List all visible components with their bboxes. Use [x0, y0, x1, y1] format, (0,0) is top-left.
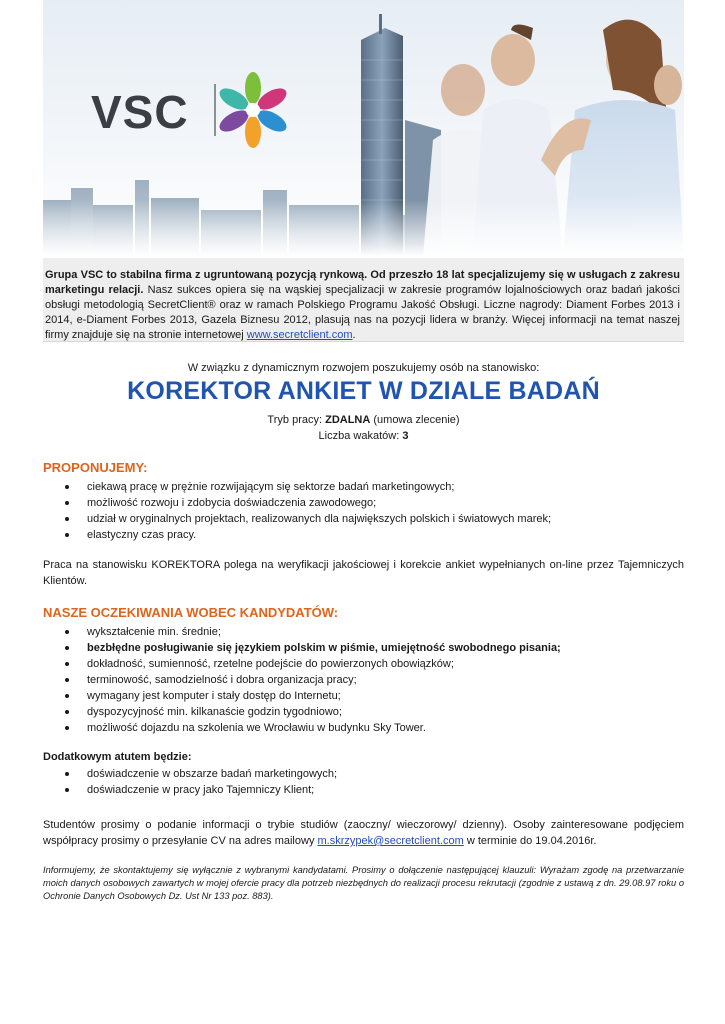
banner-illustration — [43, 0, 684, 256]
intro-text: Nasz sukces opiera się na wąskiej specjalizacji w zakresie programów lojalnościowych oraz badań jakości obsługi metodologią SecretClient® oraz w ramach Polskiego Programu Jakość Obsługi. Liczne nagrody: Diament Forbes 2013 i 2014, e-Diament Forbes 2013, Gazela Biznesu 2012, plasują nas na pozycji lidera w branży. Więcej informacji na temat naszej firmy znajduje się na stronie internetowej — [45, 284, 680, 341]
list-item: doświadczenie w pracy jako Tajemniczy Klient; — [43, 782, 684, 798]
vacancies-value: 3 — [402, 430, 409, 442]
list-item: udział w oryginalnych projektach, realizowanych dla największych polskich i światowych marek; — [43, 511, 684, 527]
we-offer-list — [43, 479, 684, 543]
application-deadline: w terminie do 19.04.2016r. — [463, 835, 597, 847]
expectations-list — [43, 624, 684, 736]
list-item: bezbłędne posługiwanie się językiem polskim w piśmie, umiejętność swobodnego pisania; — [43, 640, 684, 656]
list-item: możliwość dojazdu na szkolenia we Wrocławiu w budynku Sky Tower. — [43, 720, 684, 736]
svg-text:VSC: VSC — [91, 86, 189, 138]
list-item: dokładność, sumienność, rzetelne podejście do powierzonych obowiązków; — [43, 656, 684, 672]
intro-bold-text: Grupa VSC to stabilna firma z ugruntowaną pozycją rynkową. Od przeszło 18 lat specjalizujemy się w usługach z zakresu marketingu relacji. — [45, 269, 680, 296]
list-item: wykształcenie min. średnie; — [43, 624, 684, 640]
lead-text: W związku z dynamicznym rozwojem poszukujemy osób na stanowisko: — [187, 362, 540, 374]
work-mode-label: Tryb pracy: — [267, 414, 326, 426]
work-mode-note: (umowa zlecenie) — [370, 414, 460, 426]
list-item: dyspozycyjność min. kilkanaście godzin tygodniowo; — [43, 704, 684, 720]
application-info — [43, 817, 684, 849]
application-text: Studentów prosimy o podanie informacji o trybie studiów (zaoczny/ wieczorowy/ dzienny). Osoby zainteresowane podjęciem współpracy prosimy o przesyłanie CV na adres mailowy — [43, 819, 684, 847]
list-item: wymagany jest komputer i stały dostęp do Internetu; — [43, 688, 684, 704]
website-link[interactable]: www.secretclient.com — [246, 329, 353, 341]
work-mode — [43, 414, 684, 426]
advantages-heading: Dodatkowym atutem będzie: — [43, 751, 192, 763]
expectations-heading: NASZE OCZEKIWANIA WOBEC KANDYDATÓW: — [43, 605, 339, 620]
vacancies-count — [43, 430, 684, 442]
list-item: terminowość, samodzielność i dobra organizacja pracy; — [43, 672, 684, 688]
list-item: doświadczenie w obszarze badań marketingowych; — [43, 766, 684, 782]
we-offer-heading: PROPONUJEMY: — [43, 460, 148, 475]
list-item: elastyczny czas pracy. — [43, 527, 684, 543]
intro-end: . — [352, 329, 356, 341]
job-description: Praca na stanowisku KOREKTORA polega na weryfikacji jakościowej i korekcie ankiet wypełnianych on-line przez Tajemniczych Klientów. — [43, 559, 684, 587]
gdpr-note: Informujemy, że skontaktujemy się wyłącznie z wybranymi kandydatami. Prosimy o dołączenie następującej klauzuli: Wyrażam zgodę na przetwarzanie moich danych osobowych zawartych w mojej ofercie pracy dla potrzeb niezbędnych do realizacji procesu rekrutacji (zgodnie z ustawą z dn. 29.08.97 roku o Ochronie Danych Osobowych Dz. Ust Nr 133 poz. 883). — [43, 865, 684, 901]
advantages-list — [43, 766, 684, 798]
work-mode-value: ZDALNA — [325, 414, 371, 426]
list-item: możliwość rozwoju i zdobycia doświadczenia zawodowego; — [43, 495, 684, 511]
company-intro — [43, 258, 684, 342]
list-item: ciekawą pracę w prężnie rozwijającym się sektorze badań marketingowych; — [43, 479, 684, 495]
vacancies-label: Liczba wakatów: — [318, 430, 403, 442]
email-link[interactable]: m.skrzypek@secretclient.com — [317, 835, 464, 847]
job-title: KOREKTOR ANKIET W DZIALE BADAŃ — [127, 377, 600, 405]
header-banner — [43, 0, 684, 256]
